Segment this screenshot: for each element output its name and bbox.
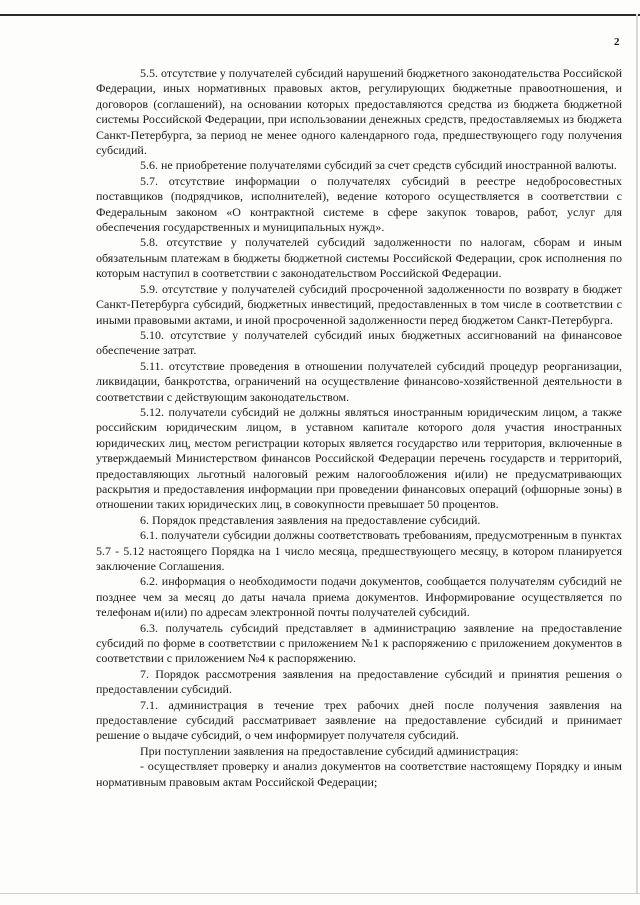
paragraph-5-12: 5.12. получатели субсидий не должны являться иностранным юридическим лицом, а также российским юридическим лицом, в уставном капитале которого доля участия иностранных юридических лиц, местом регистрации которых является государство или территория, включенные в утверждаемый Министерством финансов Российской Федерации перечень государств и территорий, предоставляющих льготный налоговый режим налогообложения и(или) не предусматривающих раскрытия и предоставления информации при проведении финансовых операций (офшорные зоны) в отношении таких юридических лиц, в совокупности превышает 50 процентов. (96, 404, 622, 512)
scan-edge-top (0, 14, 640, 16)
paragraph-5-7: 5.7. отсутствие информации о получателях субсидий в реестре недобросовестных поставщиков (подрядчиков, исполнителей), ведение которого осуществляется в соответствии с Федеральным законом «О контрактной системе в сфере закупок товаров, работ, услуг для обеспечения государственных и муниципальных нужд». (96, 173, 622, 235)
paragraph-7-1: 7.1. администрация в течение трех рабочих дней после получения заявления на предоставление субсидий рассматривает заявление на предоставление субсидий и принимает решение о выдаче субсидий, о чем информирует получателя субсидий. (96, 697, 622, 743)
paragraph-5-5: 5.5. отсутствие у получателей субсидий нарушений бюджетного законодательства Российской Федерации, иных нормативных правовых актов, регулирующих бюджетные правоотношения, и договоров (соглашений), на основании которых предоставляются средства из бюджета бюджетной системы Российской Федерации, при использовании денежных средств, предоставляемых из бюджета Санкт-Петербурга, за период не менее одного календарного года, предшествующего году получения субсидий. (96, 66, 622, 158)
paragraph-5-10: 5.10. отсутствие у получателей субсидий иных бюджетных ассигнований на финансовое обеспечение затрат. (96, 327, 622, 358)
paragraph-intro: При поступлении заявления на предоставление субсидий администрация: (140, 743, 519, 758)
paragraph-5-8: 5.8. отсутствие у получателей субсидий задолженности по налогам, сборам и иным обязательным платежам в бюджеты бюджетной системы Российской Федерации, срок исполнения по которым наступил в соответствии с законодательством Российской Федерации. (96, 235, 622, 281)
page-number: 2 (614, 36, 620, 48)
document-body (96, 66, 622, 790)
paragraph-5-11: 5.11. отсутствие проведения в отношении получателей субсидий процедур реорганизации, ликвидации, банкротства, ограничений на осуществление финансово-хозяйственной деятельности в соответствии с действующим законодательством. (96, 358, 622, 404)
section-heading-7: 7. Порядок рассмотрения заявления на предоставление субсидий и принятия решения о предоставлении субсидий. (96, 666, 622, 697)
scan-edge-right (636, 14, 638, 894)
paragraph-5-6: 5.6. не приобретение получателями субсидий за счет средств субсидий иностранной валюты. (140, 158, 617, 173)
paragraph-6-1: 6.1. получатели субсидии должны соответствовать требованиям, предусмотренным в пунктах 5.7 - 5.12 настоящего Порядка на 1 число месяца, предшествующего месяцу, в котором планируется заключение Соглашения. (96, 528, 622, 573)
paragraph-list-item: - осуществляет проверку и анализ документов на соответствие настоящему Порядку и иным нормативным правовым актам Российской Федерации; (96, 759, 622, 789)
paragraph-5-9: 5.9. отсутствие у получателей субсидий просроченной задолженности по возврату в бюджет Санкт-Петербурга субсидий, бюджетных инвестиций, предоставленных в том числе в соответствии с иными правовыми актами, и иной просроченной задолженности перед бюджетом Санкт-Петербурга. (96, 281, 622, 327)
section-heading-6: 6. Порядок представления заявления на предоставление субсидий. (140, 512, 481, 527)
paragraph-6-3: 6.3. получатель субсидий представляет в администрацию заявление на предоставление субсидий по форме в соответствии с приложением №1 к распоряжению с приложением документов в соответствии с приложением №4 к распоряжению. (96, 620, 622, 666)
scan-edge-bottom (0, 893, 640, 894)
paragraph-6-2: 6.2. информация о необходимости подачи документов, сообщается получателям субсидий не позднее чем за месяц до даты начала приема документов. Информирование осуществляется по телефонам и(или) по адресам электронной почты получателей субсидий. (96, 574, 622, 620)
